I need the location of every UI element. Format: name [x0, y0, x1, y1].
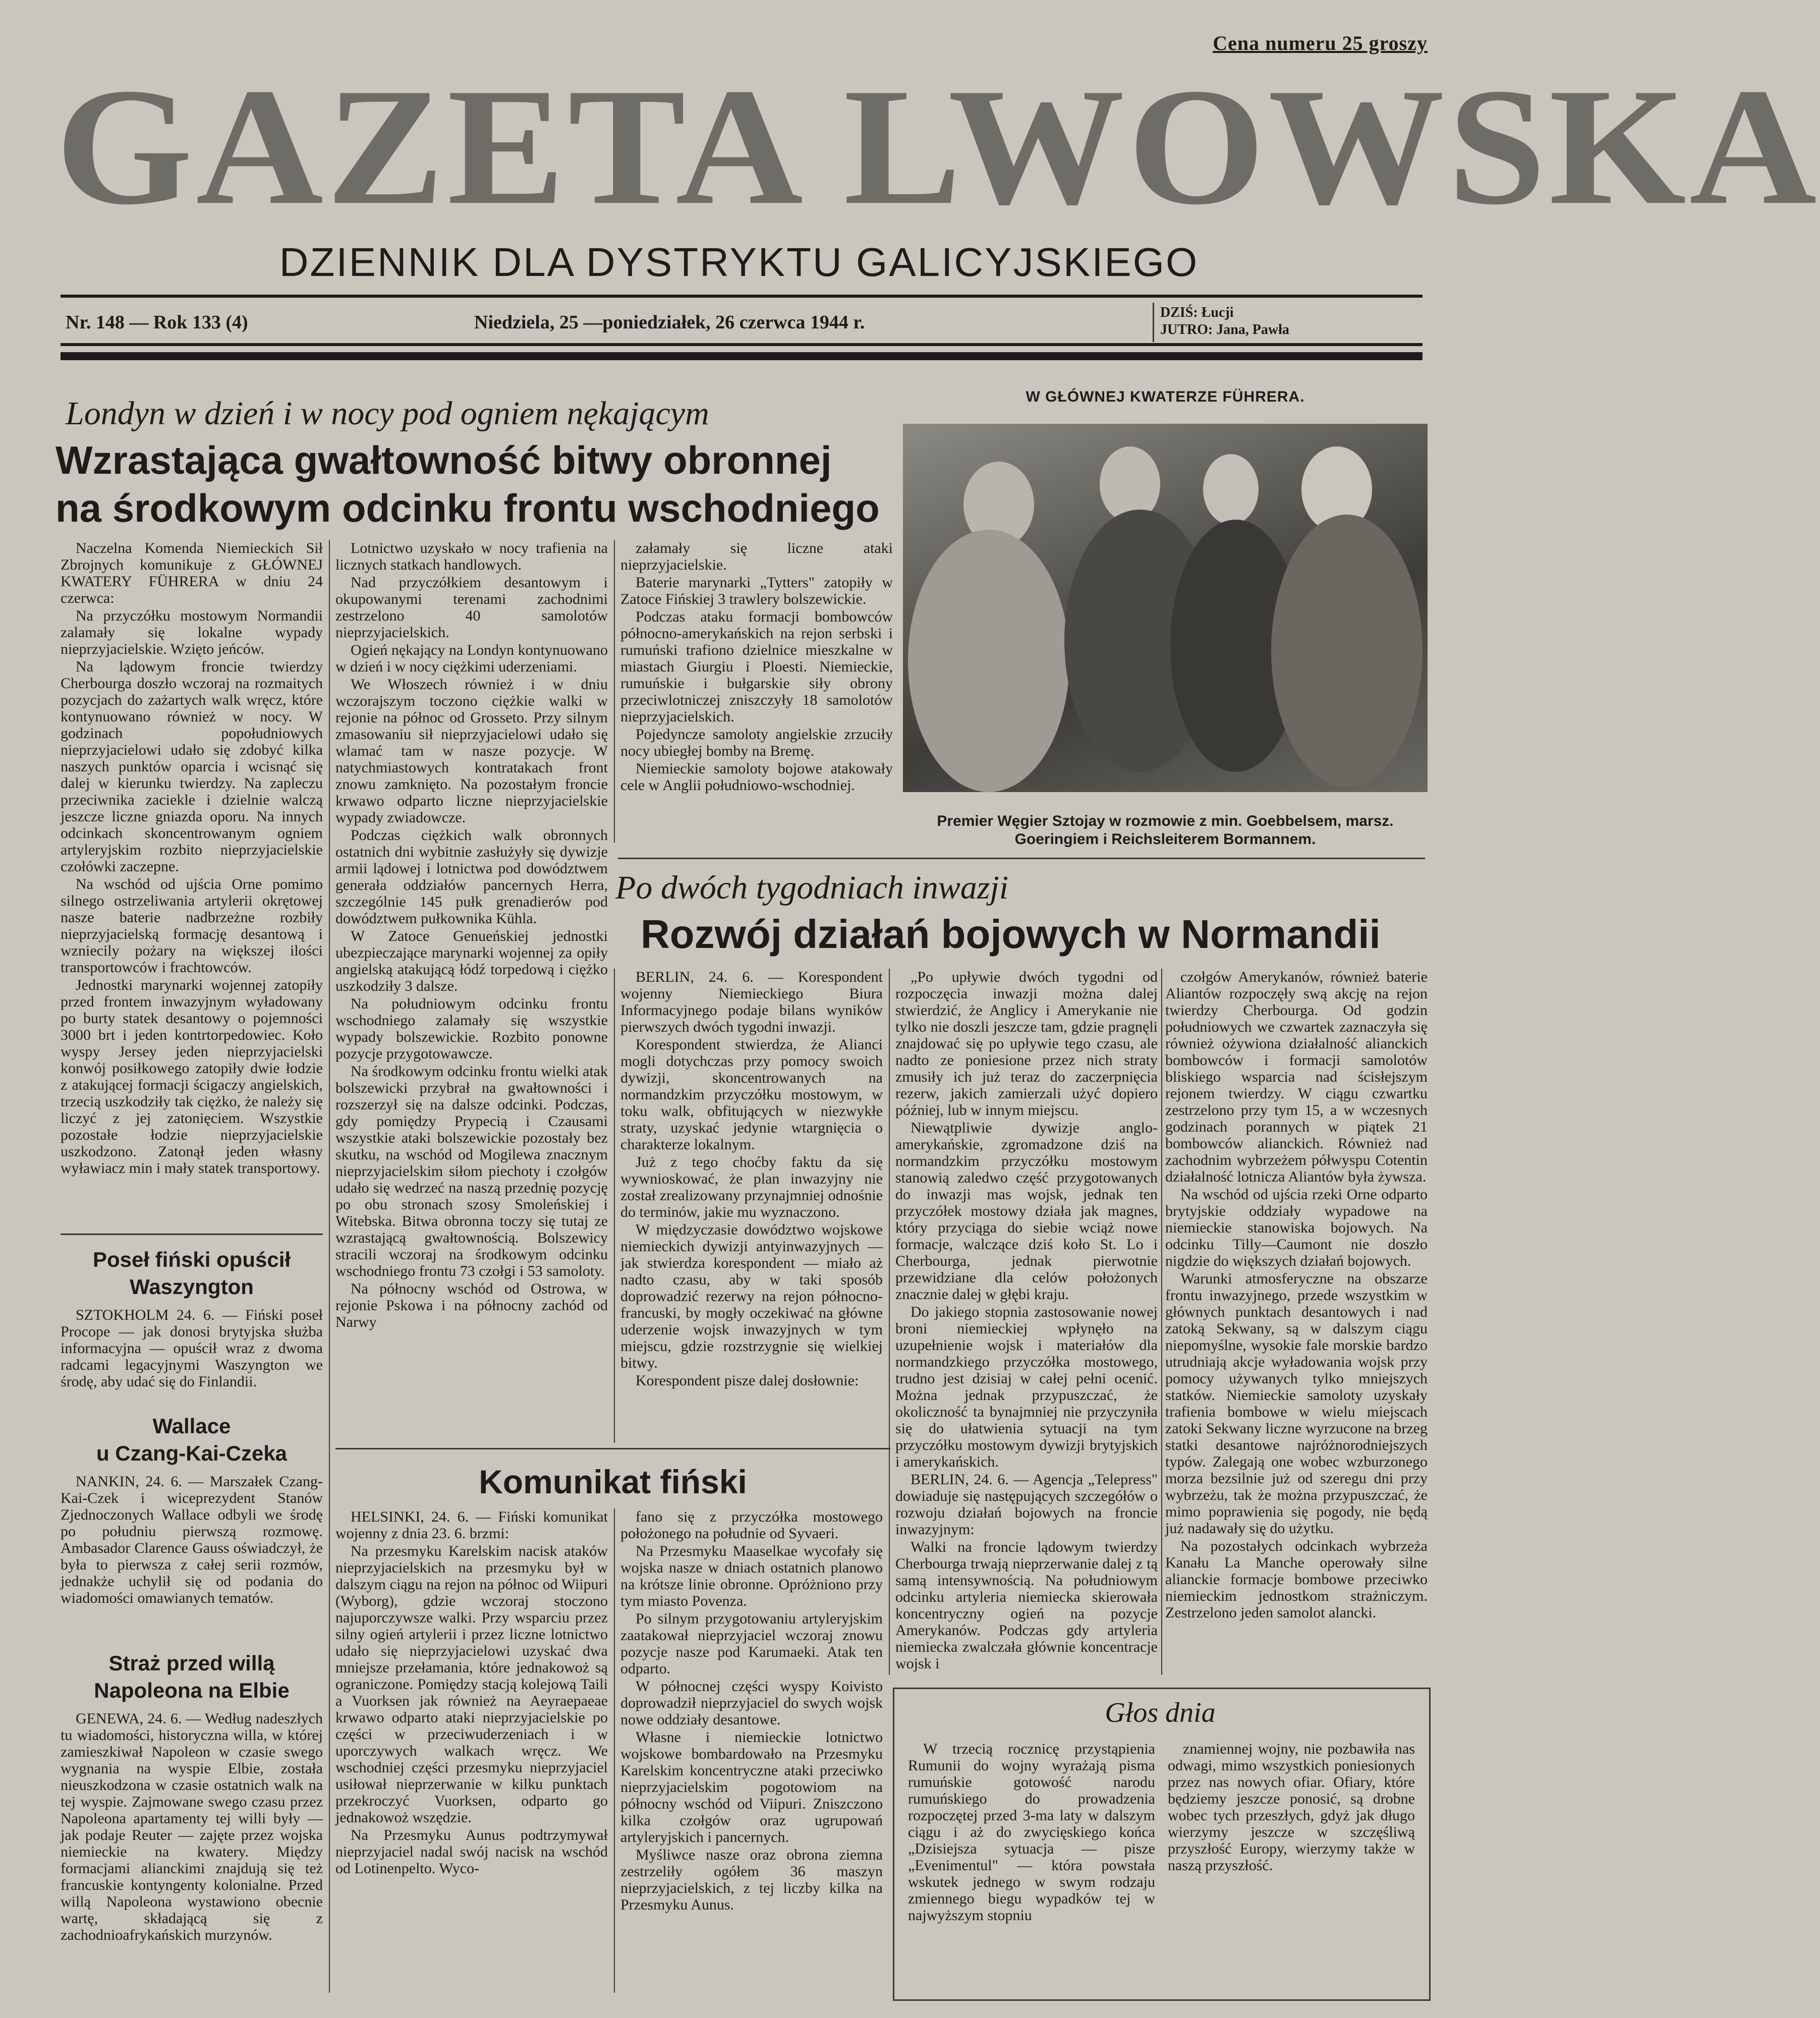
normandy-kicker: Po dwóch tygodniach inwazji [615, 869, 1009, 906]
normandy-rule [618, 858, 1425, 859]
paragraph: załamały się liczne ataki nieprzyjacielskie. [620, 540, 893, 573]
paragraph: Myśliwce nasze oraz obrona ziemna zestrzeliły ogółem 36 maszyn nieprzyjacielskich, z tej liczby kilka na Przesmyku Aunus. [620, 1846, 883, 1913]
paragraph: Już z tego choćby faktu da się wywnioskować, że plan inwazyjny nie został zrealizowany przynajmniej odnośnie do terminów, jakie mu wyznaczono. [620, 1154, 883, 1220]
column-divider-4 [1161, 969, 1162, 1675]
glos-dnia-column-2 [1168, 1741, 1415, 1988]
wallace-heading-line-2: u Czang-Kai-Czeka [96, 1441, 288, 1465]
photo-figure-1-body [908, 530, 1069, 792]
lead-kicker: Londyn w dzień i w nocy pod ogniem nękającym [66, 395, 709, 432]
paragraph: Jednostki marynarki wojennej zatopiły przed frontem inwazyjnym wyładowany po burty statek desantowy o pojemności 3000 brt i jeden kontrtorpedowiec. Koło wyspy Jersey jeden nieprzyjacielski konwój posiłkowego zatopiły dwie łodzie z atakującej formacji ścigaczy angielskich, trzecią uszkodziły tak ciężko, że należy się liczyć z jej zatonięciem. Wszystkie pozostałe łodzie nieprzyjacielskie uszkodzono. Zatonął jeden własny wyławiacz min i mały statek transportowy. [61, 977, 323, 1176]
paragraph: Pojedyncze samoloty angielskie zrzuciły nocy ubiegłej bomby na Bremę. [620, 726, 893, 759]
elba-heading-line-1: Straż przed willą [108, 1651, 275, 1675]
paragraph: BERLIN, 24. 6. — Agencja „Telepress" dowiaduje się następujących szczegółów o rozwoju działań bojowych na froncie inwazyjnym: [895, 1471, 1158, 1538]
paragraph: Na Przesmyku Aunus podtrzymywał nieprzyjaciel nadal swój nacisk na wschód od Lotinenpelto. Wyco- [335, 1827, 608, 1877]
normandy-headline: Rozwój działań bojowych w Normandii [641, 912, 1381, 957]
paragraph: Podczas ataku formacji bombowców północno-amerykańskich na rejon serbski i rumuński trafiono dzielnice mieszkalne w miastach Giurgiu i Ploesti. Niemieckie, rumuńskie i bułgarskie siły obrony przeciwlotniczej zniszczyły 18 samolotów nieprzyjacielskich. [620, 608, 893, 725]
wallace-heading [61, 1413, 323, 1468]
paragraph: Na przyczółku mostowym Normandii zalamały się lokalne wypady nieprzyjacielskie. Wzięto jeńców. [61, 607, 323, 657]
paragraph: Walki na froncie lądowym twierdzy Cherbourga trwają nieprzerwanie dalej z tą samą intensywnością. Na południowym odcinku artyleria niemiecka skierowała koncentryczny ogień na pozycje Amerykanów. Podczas gdy artyleria niemiecka zwalczała głównie koncentracje wojsk i [895, 1539, 1158, 1672]
paragraph: Podczas ciężkich walk obronnych ostatnich dni wybitnie zasłużyły się dywizje armii lądowej i lotnictwa pod dowództwem generała oddziałów pancernych Herra, szczególnie 145 pułk grenadierów pod dowództwem pułkownika Kühla. [335, 827, 608, 927]
column-divider-2a [614, 540, 615, 843]
paragraph: Na środkowym odcinku frontu wielki atak bolszewicki przybrał na gwałtowności i rozszerzył się na dalsze odcinki. Podczas, gdy pomiędzy Prypecią i Czausami wszystkie ataki bolszewickie pozostały bez skutku, na wschód od Mogilewa znacznym nieprzyjacielskim siłom piechoty i czołgów udało się wedrzeć na naszą przednię pozycję po obu stronach szosy Smoleńskiej i Witebska. Bitwa obronna toczy się tutaj ze wzrastającą gwałtownością. Bolszewicy stracili wczoraj na środkowym odcinku wschodniego frontu 73 czołgi i 53 samoloty. [335, 1063, 608, 1279]
newspaper-subtitle: DZIENNIK DLA DYSTRYKTU GALICYJSKIEGO [279, 240, 1199, 285]
paragraph: Na przesmyku Karelskim nacisk ataków nieprzyjacielskich na przesmyku był w dalszym ciągu na rejon na północ od Wiipuri (Wyborg), gdzie wczoraj stoczono najuporczywsze walki. Przy wsparciu przez silny ogień artylerii i przez liczne lotnictwo udało się nieprzyjacielowi uzyskać dwa mniejsze przełamania, które jednakowoż są ograniczone. Pomiędzy stacją kolejową Taili a Vuorksen jak również na Aeyraepaeae krwawo odparto ataki nieprzyjacielskie po części w przeciwuderzeniach i w uporczywych walkach wręcz. We wschodniej części przesmyku nieprzyjaciel usiłował nieprzerwanie w kilku punktach przekroczyć Vuorksen, odparto go jednakowoż wszędzie. [335, 1543, 608, 1826]
photo-caption-bottom: Premier Węgier Sztojay w rozmowie z min. Goebbelsem, marsz. Goeringiem i Reichsleiterem Bormannem. [937, 813, 1394, 848]
paragraph: Naczelna Komenda Niemieckich Sił Zbrojnych komunikuje z GŁÓWNEJ KWATERY FÜHRERA w dniu 24 czerwca: [61, 540, 323, 606]
paragraph: „Po upływie dwóch tygodni od rozpoczęcia inwazji można dalej stwierdzić, że Anglicy i Amerykanie nie tylko nie doszli jeszcze tam, gdzie pragnęli znajdować się po upływie tego czasu, ale nadto ze poniesione przez nich straty zmusiły ich już teraz do zaczerpnięcia rezerw, jakich zamierzali użyć dopiero później, lub w innym miejscu. [895, 969, 1158, 1118]
photo-illustration [903, 424, 1428, 792]
issue-number: Nr. 148 — Rok 133 (4) [66, 312, 248, 333]
paragraph: Lotnictwo uzyskało w nocy trafienia na licznych statkach handlowych. [335, 540, 608, 573]
envoy-heading-line-1: Poseł fiński opuścił [92, 1248, 291, 1271]
paragraph: Na wschód od ujścia Orne pomimo silnego ostrzeliwania artylerii okrętowej nasze baterie nadbrzeżne rozbiły nieprzyjacielską formację desantową i wzniecily pożary na większej ilości transportowców i frachtowców. [61, 876, 323, 976]
paragraph: Niewątpliwie dywizje anglo-amerykańskie, zgromadzone dziś na normandzkim przyczółku mostowym stanowią zaledwo część przygotowanych do inwazji mas wojsk, jednak ten przyczółek mostowy działa jak magnes, który przyciąga do siebie wciąż nowe formacje, walczące dziś koło St. Lo i Cherbourga, jednak pierwotnie przewidziane dla celów położonych znacznie dalej w głębi kraju. [895, 1119, 1158, 1303]
names-today: DZIŚ: Łucji [1160, 305, 1234, 320]
elba-heading-line-2: Napoleona na Elbie [94, 1678, 290, 1702]
lead-headline-1: Wzrastająca gwałtowność bitwy obronnej [55, 438, 832, 482]
paragraph: Ogień nękający na Londyn kontynuowano w dzień i w nocy ciężkimi uderzeniami. [335, 642, 608, 675]
photo [903, 424, 1428, 792]
wallace-body [61, 1473, 323, 1624]
lead-headline-2: na środkowym odcinku frontu wschodniego [55, 486, 880, 530]
lead-column-2 [335, 540, 608, 1443]
column-divider-3 [889, 969, 890, 1675]
paragraph: Baterie marynarki „Tytters" zatopiły w Zatoce Fińskiej 3 trawlery bolszewickie. [620, 574, 893, 607]
names-tomorrow: JUTRO: Jana, Pawła [1160, 322, 1289, 338]
glos-dnia-title: Głos dnia [1105, 1697, 1216, 1728]
paragraph: Na północny wschód od Ostrowa, w rejonie Pskowa i na północny zachód od Narwy [335, 1280, 608, 1330]
lead-column-1 [61, 540, 323, 1226]
paragraph: HELSINKI, 24. 6. — Fiński komunikat wojenny z dnia 23. 6. brzmi: [335, 1508, 608, 1542]
paragraph: Korespondent stwierdza, że Alianci mogli dotychczas przy pomocy swoich dywizji, skoncentrowanych na normandzkim przyczółku mostowym, w toku walk, obfitujących w niezwykłe straty, uzyskać jedynie wtargnięcia o charakterze lokalnym. [620, 1036, 883, 1153]
photo-caption-top: W GŁÓWNEJ KWATERZE FÜHRERA. [1026, 388, 1305, 405]
paragraph: W trzecią rocznicę przystąpienia Rumunii do wojny wyrażają pisma rumuńskie gotowość narodu rumuńskiego do prowadzenia rozpoczętej przed 3-ma laty w dalszym ciągu i aż do zwycięskiego końca „Dzisiejsza sytuacja — pisze „Evenimentul" — która powstała wskutek jednego w swym rodzaju zmiennego biegu wypadków tej w najwyższym stopniu [908, 1741, 1155, 1924]
photo-figure-4-body [1271, 515, 1423, 787]
paragraph: W międzyczasie dowództwo wojskowe niemieckich dywizji antyinwazyjnych — jak stwierdza korespondent — miało aż nadto czasu, aby w taki sposób doprowadzić rezerwy na rejon północno-francuski, by mogły oczekiwać na główne uderzenie wojsk inwazyjnych w tym miejscu, gdzie rozstrzygnie się wielkiej bitwy. [620, 1221, 883, 1371]
envoy-heading [61, 1246, 323, 1302]
elba-body [61, 1710, 323, 1993]
paragraph: Do jakiego stopnia zastosowanie nowej broni niemieckiej wpłynęło na uzupełnienie wojsk i materiałów dla normandzkiego przyczółka mostowego, trudno jest dzisiaj w całej pełni ocenić. Można jednak przypuszczać, że okoliczność ta bynajmniej nie przyczyniła się do ułatwienia sytuacji na tym przyczółku mostowym dywizji brytyjskich i amerykańskich. [895, 1304, 1158, 1470]
elba-heading [61, 1650, 323, 1705]
column-divider-2c [614, 1508, 615, 1993]
envoy-rule [61, 1234, 323, 1235]
communique-headline: Komunikat fiński [479, 1463, 747, 1500]
column-divider-1 [329, 540, 330, 1993]
glos-dnia-column-1 [908, 1741, 1155, 1988]
paragraph: czołgów Amerykanów, również baterie Aliantów rozpoczęły swą akcję na rejon twierdzy Cherbourga. Od godzin południowych we czwartek zaznaczyła się również ożywiona działalność alianckich bombowców i formacji samolotów bliskiego wsparcia nad ścisłejszym rejonem twierdzy. W ciągu czwartku zestrzelono przy tym 15, a w wczesnych godzinach porannych w piątek 21 bombowców alianckich. Również nad zachodnim wybrzeżem półwyspu Cotentin działalność lotnicza Aliantów była żywsza. [1165, 969, 1428, 1185]
paragraph: Warunki atmosferyczne na obszarze frontu inwazyjnego, przede wszystkim w głównych punktach desantowych i nad zatoką Sekwany, są w dalszym ciągu niepomyślne, wysokie fale morskie bardzo utrudniają akcje wyładowania wojsk przy pomocy używanych tylko mniejszych statków. Niemieckie samoloty uzyskały trafienia bombowe w wielu miejscach zatoki Sekwany liczne wyrzucone na brzeg statki desantowe najróżnorodniejszych typów. Zalegają one wobec wzburzonego morza bezsilnie już od szeregu dni przy wybrzeżu, tak że można przypuszczać, że mimo poprawienia się pogody, nie będą już nadawały się do użytku. [1165, 1270, 1428, 1537]
masthead-rule-bottom [61, 352, 1423, 360]
normandy-column-2 [895, 969, 1158, 1672]
lead-column-3 [620, 540, 893, 843]
communique-rule [335, 1448, 890, 1449]
paragraph: W północnej części wyspy Koivisto doprowadził nieprzyjaciel do swych wojsk nowe oddziały desantowe. [620, 1678, 883, 1728]
communique-column-2 [620, 1508, 883, 1993]
paragraph: BERLIN, 24. 6. — Korespondent wojenny Niemieckiego Biura Informacyjnego podaje bilans wyników pierwszych dwóch tygodni inwazji. [620, 969, 883, 1035]
dateline-divider [1153, 303, 1154, 342]
paragraph: Na pozostałych odcinkach wybrzeża Kanału La Manche operowały silne alianckie formacje bombowe przeciwko niemieckim jednostkom strażniczym. Zestrzelono jeden samolot alancki. [1165, 1538, 1428, 1621]
photo-figure-3-head [1203, 454, 1259, 525]
paragraph: Korespondent pisze dalej dosłownie: [636, 1372, 859, 1389]
paragraph: SZTOKHOLM 24. 6. — Fiński poseł Procope — jak donosi brytyjska służba informacyjna — opuścił wraz z dwoma radcami legacyjnymi Waszyngton we środę, aby udać się do Finlandii. [61, 1307, 323, 1390]
masthead-rule-top [61, 295, 1423, 298]
wallace-heading-line-1: Wallace [152, 1414, 231, 1438]
paragraph: Na lądowym froncie twierdzy Cherbourga doszło wczoraj na rozmaitych pozycjach do zażartych walk wręcz, które kontynuowano również w nocy. W godzinach popołudniowych nieprzyjacielowi udało się zdobyć kilka naszych punktów oparcia i wcisnąć się dalej w kierunku twierdzy. Na zapleczu przeciwnika zaciekle i dzielnie walczą jeszcze liczne gniazda oporu. Na innych odcinkach skoncentrowanym ogniem artyleryjskim rozbito nieprzyjacielskie czołówki zaczepne. [61, 658, 323, 875]
paragraph: W Zatoce Genueńskiej jednostki ubezpieczające marynarki wojennej za opiły angielską atakującą łódź torpedową i ciężko uszkodziły 3 dalsze. [335, 928, 608, 994]
paragraph: Na południowym odcinku frontu wschodniego zalamały się wszystkie wypady bolszewickie. Rozbito ponowne pozycje przygotowawcze. [335, 995, 608, 1062]
paragraph: NANKIN, 24. 6. — Marszałek Czang-Kai-Czek i wiceprezydent Stanów Zjednoczonych Wallace odbyli we środę po południu pierwszą rozmowę. Ambasador Clarence Gauss oświadczył, że była to pierwsza z całej serii rozmów, jednakże uchylił się od podania do wiadomości omawianych tematów. [61, 1473, 323, 1606]
paragraph: Niemieckie samoloty bojowe atakowały cele w Anglii południowo-wschodniej. [620, 760, 893, 794]
paragraph: GENEWA, 24. 6. — Według nadeszłych tu wiadomości, historyczna willa, w której zamieszkiwał Napoleon w czasie swego wygnania na wyspie Elbie, została nieuszkodzona w czasie ostatnich walk na tej wyspie. Zajmowane swego czasu przez Napoleona apartamenty tej willi były — jak podaje Reuter — zajęte przez wojska niemieckie na kwatery. Między formacjami alianckimi znajdują się też francuskie kontyngenty kolonialne. Przed willą Napoleona wystawiono obecnie wartę, składającą się z zachodnioafrykańskich murzynów. [61, 1710, 323, 1943]
paragraph: Na wschód od ujścia rzeki Orne odparto brytyjskie oddziały wypadowe na niemieckie stanowiska bojowych. Na odcinku Tilly—Caumont nie doszło nigdzie do większych działań bojowych. [1165, 1186, 1428, 1269]
paragraph: Po silnym przygotowaniu artyleryjskim zaatakował nieprzyjaciel wczoraj znowu pozycje nasze pod Karumaeki. Atak ten odparto. [620, 1610, 883, 1677]
paragraph: Nad przyczółkiem desantowym i okupowanymi terenami zachodnimi zestrzelono 40 samolotów nieprzyjacielskich. [335, 574, 608, 641]
normandy-column-3 [1165, 969, 1428, 1624]
envoy-body [61, 1307, 323, 1408]
newspaper-title: GAZETA LWOWSKA [55, 53, 1820, 240]
paragraph: Własne i niemieckie lotnictwo wojskowe bombardowało na Przesmyku Karelskim koncentryczne ataki przeciwko nieprzyjacielskim pogotowiom na północny wschód od Viipuri. Zniszczono kilka czołgów oraz ugrupowań artyleryjskich i pancernych. [620, 1729, 883, 1845]
paragraph: Na Przesmyku Maaselkae wycofały się wojska nasze w dniach ostatnich planowo na krótsze linie obronne. Opróżniono przy tym miasto Povenza. [620, 1543, 883, 1609]
paragraph: znamiennej wojny, nie pozbawiła nas odwagi, mimo wszystkich poniesionych przez nas nowych ofiar. Ofiary, które będziemy jeszcze ponosić, są drobne wobec tych przeszłych, gdyż jak długo wierzymy jeszcze w szczęśliwą przyszłość Europy, wierzymy także w naszą przyszłość. [1168, 1741, 1415, 1874]
names-day [1160, 304, 1423, 342]
masthead-rule-mid [61, 343, 1423, 346]
normandy-column-1 [620, 969, 883, 1423]
column-divider-2b [614, 969, 615, 1443]
paragraph: fano się z przyczółka mostowego położonego na południe od Syvaeri. [620, 1508, 883, 1542]
envoy-heading-line-2: Waszyngton [130, 1275, 254, 1299]
issue-date: Niedziela, 25 —poniedziałek, 26 czerwca 1944 r. [474, 312, 865, 333]
communique-column-1 [335, 1508, 608, 1993]
paragraph: We Włoszech również i w dniu wczorajszym toczono ciężkie walki w rejonie na północ od Grosseto. Przy silnym zmasowaniu sił nieprzyjacielowi udało się wlamać tam w nasze pozycje. W natychmiastowych kontratakach front znowu zamknięto. Na pozostałym froncie krwawo odparto liczne nieprzyjacielskie wypady zwiadowcze. [335, 676, 608, 826]
price-label: Cena numeru 25 groszy [1213, 32, 1428, 54]
